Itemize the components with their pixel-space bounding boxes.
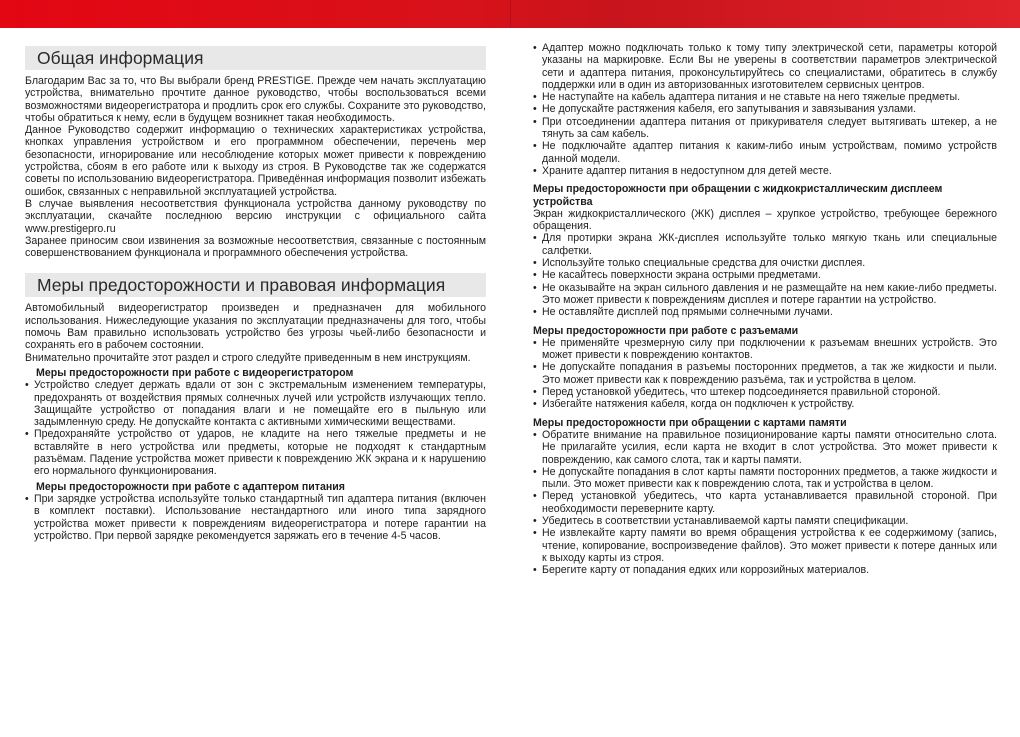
general-paragraph: Заранее приносим свои извинения за возможные несоответствия, связанные с постоянным совершенствованием функционала и программного обеспечения устройства. <box>25 234 486 260</box>
section-title-general: Общая информация <box>25 46 486 70</box>
general-paragraph: Данное Руководство содержит информацию о технических характеристиках устройства, кнопках управления устройством и его программном обеспечении, перечень мер безопасности, игнорирование или несоблюдение которых может привести к повреждению устройства, сбоям в его работе или к выходу из строя. В Руководстве так же содержатся советы по использованию видеорегистратора. Приведённая информация позволит избежать ошибок, связанных с неправильной эксплуатацией устройства. <box>25 124 486 198</box>
list-item: • Избегайте натяжения кабеля, когда он подключен к устройству. <box>533 398 997 410</box>
list-item: • Не допускайте растяжения кабеля, его запутывания и завязывания узлами. <box>533 103 997 115</box>
list-item: • Устройство следует держать вдали от зон с экстремальным изменением температуры, предохранять от воздействия прямых солнечных лучей или устройств излучающих тепло. Защищайте устройство от попадания влаги и не помещайте его в пыльную или задымленную среду. Не допускайте контакта с активными химическими веществами. <box>25 379 486 428</box>
list-item: • Используйте только специальные средства для очистки дисплея. <box>533 257 997 269</box>
page-seam <box>510 0 511 28</box>
list-item: • При зарядке устройства используйте только стандартный тип адаптера питания (включен в комплект поставки). Использование нестандартного или иного типа зарядного устройства может привести к повреждениям видеорегистратора и потере гарантии на устройство. При первой зарядке рекомендуется заряжать его в течение 4-5 часов. <box>25 493 486 542</box>
list-item: • Не касайтесь поверхности экрана острыми предметами. <box>533 269 997 281</box>
list-item: • Не подключайте адаптер питания к каким-либо иным устройствам, помимо устройств данной модели. <box>533 140 997 165</box>
list-item: • Не извлекайте карту памяти во время обращения устройства к ее содержимому (запись, чтение, копирование, воспроизведение файлов). Это может привести к потере данных или к выходу карты из строя. <box>533 527 997 564</box>
adapter-list <box>25 493 486 542</box>
recorder-list <box>25 379 486 477</box>
list-item: • Перед установкой убедитесь, что штекер подсоединяется правильной стороной. <box>533 386 997 398</box>
list-item: • Не допускайте попадания в разъемы посторонних предметов, а так же жидкости и пыли. Это может привести как к повреждению разъёма, так и устройства в целом. <box>533 361 997 386</box>
subsection-title-adapter: Меры предосторожности при работе с адаптером питания <box>36 480 345 493</box>
subsection-title-lcd: Меры предосторожности при обращении с жидкокристаллическим дисплеем устройства <box>533 183 943 208</box>
list-item: • Убедитесь в соответствии устанавливаемой карты памяти спецификации. <box>533 515 997 527</box>
top-banner <box>0 0 1020 28</box>
list-item: • Не оставляйте дисплей под прямыми солнечными лучами. <box>533 306 997 318</box>
list-item: • Не применяйте чрезмерную силу при подключении к разъемам внешних устройств. Это может привести к повреждению контактов. <box>533 337 997 362</box>
list-item: • Храните адаптер питания в недоступном для детей месте. <box>533 165 997 177</box>
list-item: • Предохраняйте устройство от ударов, не кладите на него тяжелые предметы и не вставляйте в него устройства или предметы, которые не подходят к стандартным разъёмам. Падение устройства может привести к повреждению ЖК экрана и к нарушению его нормального функционирования. <box>25 428 486 477</box>
list-item: • Адаптер можно подключать только к тому типу электрической сети, параметры которой указаны на маркировке. Если Вы не уверены в соответствии параметров электрической сети и адаптера питания, проконсультируйтесь со специалистами, обратитесь в службу поддержки или в один из авторизованных изготовителем сервисных центров. <box>533 42 997 91</box>
list-item: • Перед установкой убедитесь, что карта устанавливается правильной стороной. При необходимости переверните карту. <box>533 490 997 515</box>
subsection-title-cards: Меры предосторожности при обращении с картами памяти <box>533 416 847 429</box>
list-item: • При отсоединении адаптера питания от прикуривателя следует вытягивать штекер, а не тянуть за сам кабель. <box>533 116 997 141</box>
left-column <box>25 46 486 542</box>
lcd-list <box>533 232 997 318</box>
list-item: • Берегите карту от попадания едких или коррозийных материалов. <box>533 564 997 576</box>
list-item: • Не наступайте на кабель адаптера питания и не ставьте на него тяжелые предметы. <box>533 91 997 103</box>
safety-paragraph: Внимательно прочитайте этот раздел и строго следуйте приведенным в нем инструкциям. <box>25 351 471 364</box>
right-column <box>533 42 997 576</box>
list-item: • Для протирки экрана ЖК-дисплея используйте только мягкую ткань или специальные салфетки. <box>533 232 997 257</box>
list-item: • Не оказывайте на экран сильного давления и не размещайте на нем какие-либо предметы. Это может привести к повреждениям дисплея и потере гарантии на устройство. <box>533 282 997 307</box>
general-paragraph: В случае выявления несоответствия функционала устройства данному руководству по эксплуатации, скачайте последнюю версию инструкции с официального сайта www.prestigepro.ru <box>25 197 486 235</box>
general-paragraph: Благодарим Вас за то, что Вы выбрали бренд PRESTIGE. Прежде чем начать эксплуатацию устройства, внимательно прочтите данное руководство, чтобы воспользоваться всеми возможностями видеорегистратора и продлить срок его службы. Сохраните это руководство, чтобы обратиться к нему, если в будущем возникнет такая необходимость. <box>25 75 486 124</box>
cards-list <box>533 429 997 577</box>
subsection-title-connectors: Меры предосторожности при работе с разъемами <box>533 324 799 337</box>
adapter-list-continued <box>533 42 997 177</box>
safety-paragraph: Автомобильный видеорегистратор произведен и предназначен для мобильного использования. Нижеследующие указания по эксплуатации предназначены для того, чтобы помочь Вам правильно использовать устройство без угрозы чьей-либо безопасности и сохранять его в рабочем состоянии. <box>25 302 486 352</box>
list-item: • Не допускайте попадания в слот карты памяти посторонних предметов, а также жидкости и пыли. Это может привести как к повреждению слота, так и устройства в целом. <box>533 466 997 491</box>
section-title-safety: Меры предосторожности и правовая информация <box>25 273 486 297</box>
subsection-title-recorder: Меры предосторожности при работе с видеорегистратором <box>36 366 354 379</box>
list-item: • Обратите внимание на правильное позиционирование карты памяти относительно слота. Не прилагайте усилия, если карта не входит в слот устройства. Это может привести к повреждению, как самого слота, так и карты памяти. <box>533 429 997 466</box>
lcd-intro: Экран жидкокристаллического (ЖК) дисплея – хрупкое устройство, требующее бережного обращения. <box>533 207 997 233</box>
spacer <box>25 259 486 273</box>
connectors-list <box>533 337 997 411</box>
